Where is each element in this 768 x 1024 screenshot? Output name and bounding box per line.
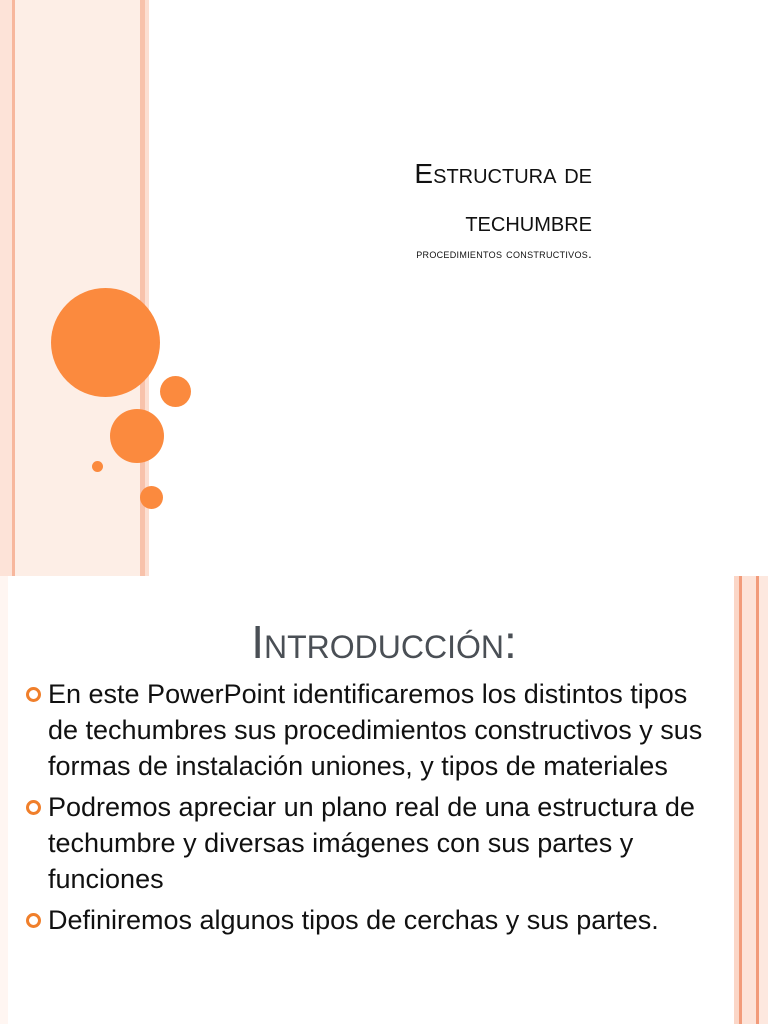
hollow-circle-bullet-icon	[26, 913, 41, 928]
bullet-text: Podremos apreciar un plano real de una estructura de techumbre y diversas imágenes con sus partes y funciones	[48, 792, 695, 894]
decorative-stripe	[15, 0, 140, 576]
bullet-text: En este PowerPoint identificaremos los distintos tipos de techumbres sus procedimientos constructivos y sus formas de instalación uniones, y tipos de materiales	[48, 679, 703, 781]
bullet-list	[22, 676, 722, 943]
slide-subtitle: procedimientos constructivos.	[416, 246, 592, 261]
decorative-circle	[110, 409, 164, 463]
slide-title: Introducción:	[251, 616, 517, 668]
slide-title-line-2: techumbre	[465, 206, 592, 237]
bullet-item	[22, 789, 722, 897]
decorative-circle	[92, 461, 103, 472]
bullet-text: Definiremos algunos tipos de cerchas y sus partes.	[48, 905, 659, 935]
decorative-circle	[51, 288, 160, 397]
slide-title-line-1: Estructura de	[414, 158, 592, 189]
hollow-circle-bullet-icon	[26, 687, 41, 702]
bullet-item	[22, 676, 722, 784]
slide-title	[172, 150, 592, 246]
hollow-circle-bullet-icon	[26, 800, 41, 815]
bullet-item	[22, 902, 722, 938]
decorative-circle	[160, 376, 191, 407]
decorative-stripe	[0, 0, 12, 576]
introduction-slide	[0, 576, 768, 1024]
decorative-circle	[140, 486, 163, 509]
